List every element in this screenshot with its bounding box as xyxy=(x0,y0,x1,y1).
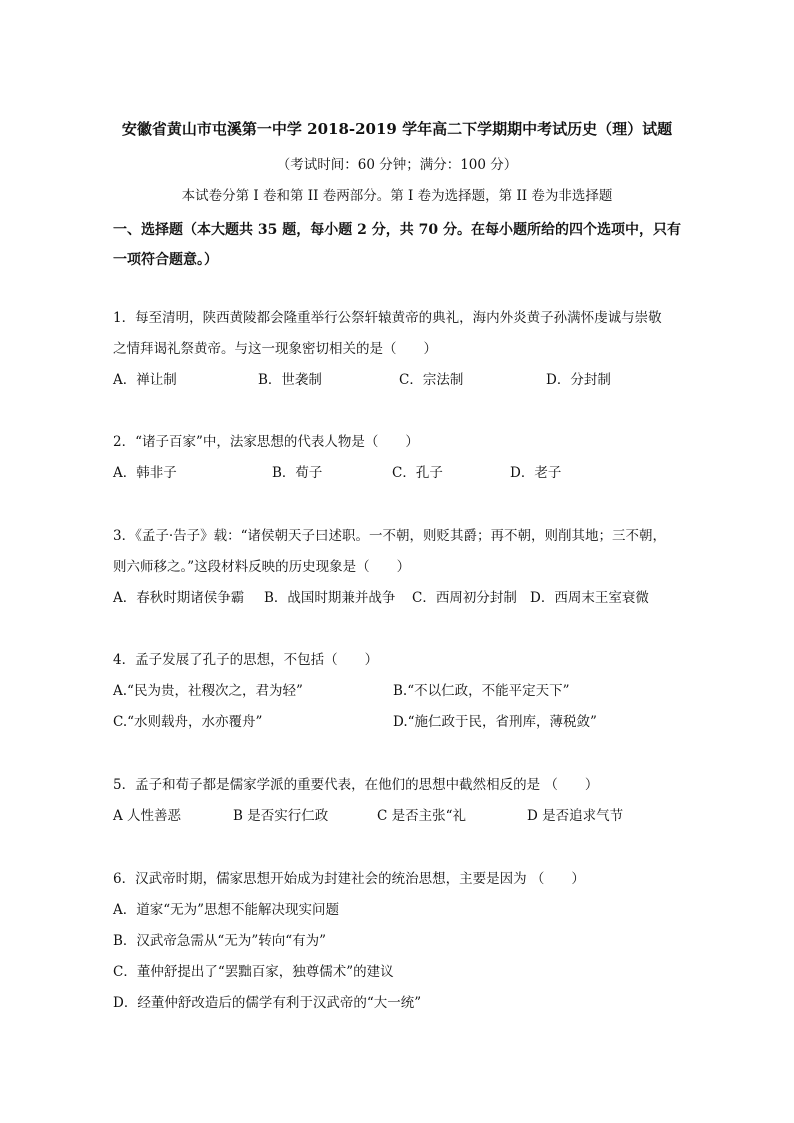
question-1-line-1: 1．每至清明，陕西黄陵都会隆重举行公祭轩辕黄帝的典礼，海内外炎黄子孙满怀虔诚与崇敬 xyxy=(113,310,662,326)
question-6-option-c: C．董仲舒提出了“罢黜百家，独尊儒术”的建议 xyxy=(113,964,394,980)
question-3-option-c: C．西周初分封制 xyxy=(412,590,517,606)
exam-note: 本试卷分第 I 卷和第 II 卷两部分。第 I 卷为选择题，第 II 卷为非选择题 xyxy=(181,188,613,204)
question-1-option-a: A．禅让制 xyxy=(113,372,177,388)
question-4-option-c: C.“水则载舟，水亦覆舟” xyxy=(113,714,263,730)
question-5-option-a: A 人性善恶 xyxy=(113,808,182,824)
question-1-option-c: C．宗法制 xyxy=(399,372,464,388)
section-heading: 一、选择题（本大题共 35 题，每小题 2 分，共 70 分。在每小题所给的四个选项中，只有一项符合题意。） xyxy=(113,222,681,268)
question-1-line-2: 之情拜谒礼祭黄帝。与这一现象密切相关的是（ ） xyxy=(113,341,437,357)
question-6-line-1: 6．汉武帝时期，儒家思想开始成为封建社会的统治思想，主要是因为 （ ） xyxy=(113,871,585,887)
question-6-option-a: A．道家“无为”思想不能解决现实问题 xyxy=(113,902,340,918)
exam-info: （考试时间：60 分钟；满分：100 分） xyxy=(276,157,518,173)
question-4-line-1: 4．孟子发展了孔子的思想，不包括（ ） xyxy=(113,652,379,668)
question-3-line-2: 则六师移之。”这段材料反映的历史现象是（ ） xyxy=(113,559,411,575)
question-2-option-c: C．孔子 xyxy=(392,465,443,481)
question-3-option-d: D．西周末王室衰微 xyxy=(530,590,649,606)
question-5-line-1: 5．孟子和荀子都是儒家学派的重要代表，在他们的思想中截然相反的是 （ ） xyxy=(113,777,599,793)
question-4-option-b: B.“不以仁政，不能平定天下” xyxy=(393,683,570,699)
question-1-option-d: D．分封制 xyxy=(546,372,611,388)
question-2-line-1: 2．“诸子百家”中，法家思想的代表人物是（ ） xyxy=(113,434,419,450)
question-2-option-b: B．荀子 xyxy=(272,465,323,481)
question-3-option-b: B．战国时期兼并战争 xyxy=(264,590,396,606)
question-2-option-a: A．韩非子 xyxy=(113,465,177,481)
question-5-option-b: B 是否实行仁政 xyxy=(233,808,329,824)
question-6-option-b: B．汉武帝急需从“无为”转向“有为” xyxy=(113,933,327,949)
question-6-option-d: D．经董仲舒改造后的儒学有利于汉武帝的“大一统” xyxy=(113,995,422,1011)
question-2-option-d: D．老子 xyxy=(510,465,562,481)
question-5-option-c: C 是否主张“礼 xyxy=(377,808,467,824)
page-title: 安徽省黄山市屯溪第一中学 2018-2019 学年高二下学期期中考试历史（理）试题 xyxy=(121,120,673,138)
question-4-option-d: D.“施仁政于民，省刑库，薄税敛” xyxy=(393,714,597,730)
question-4-option-a: A.“民为贵，社稷次之，君为轻” xyxy=(113,683,303,699)
question-5-option-d: D 是否追求气节 xyxy=(527,808,624,824)
question-3-option-a: A．春秋时期诸侯争霸 xyxy=(113,590,245,606)
question-3-line-1: 3．《孟子·告子》载：“诸侯朝天子曰述职。一不朝，则贬其爵；再不朝，则削其地；三不朝， xyxy=(113,528,667,544)
question-1-option-b: B．世袭制 xyxy=(258,372,322,388)
